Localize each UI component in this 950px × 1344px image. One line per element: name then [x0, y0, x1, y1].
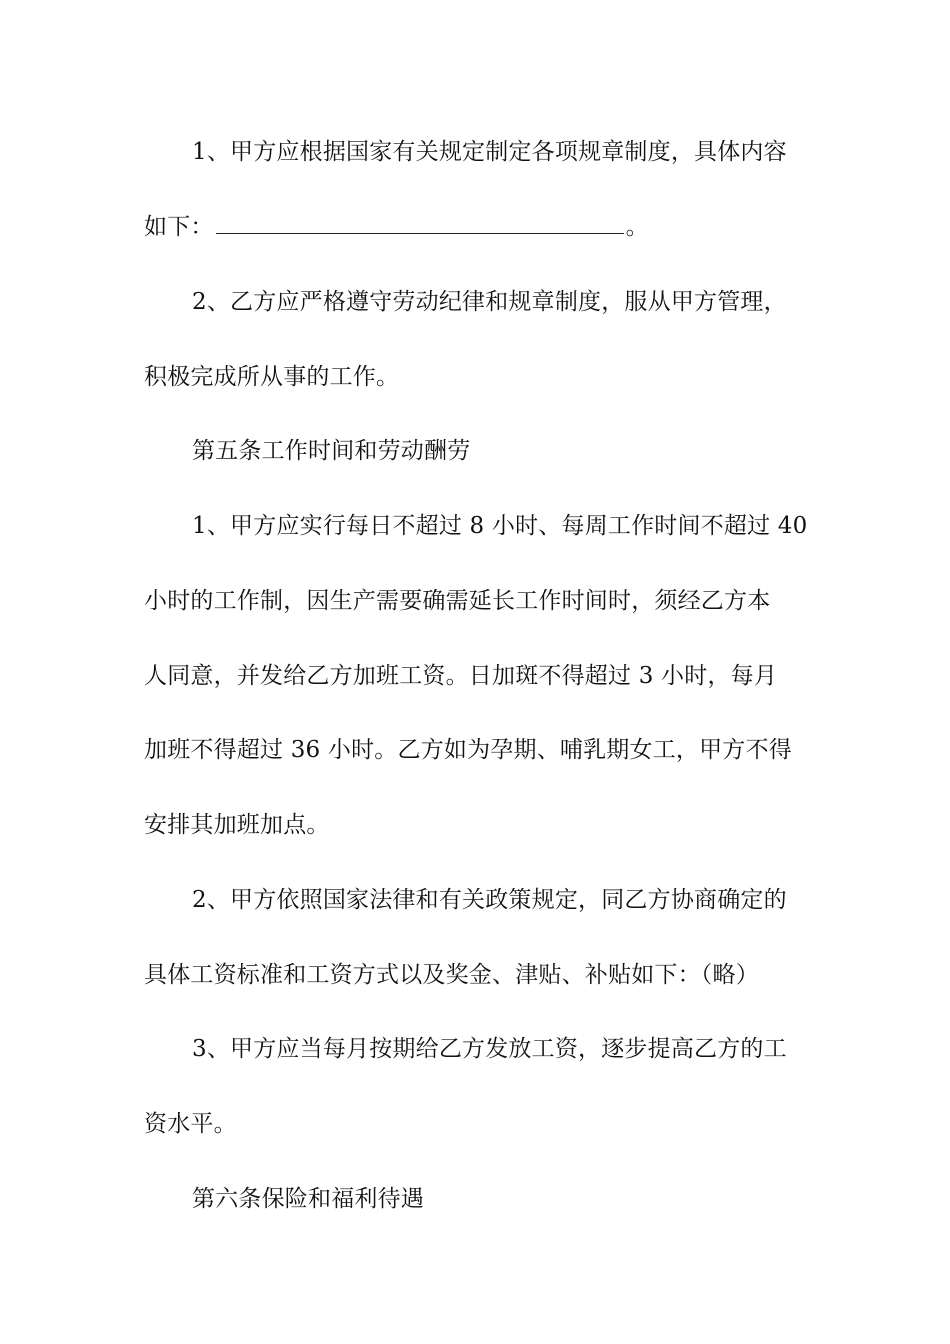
paragraph-line-with-blank — [144, 211, 824, 243]
paragraph-line: 小时的工作制，因生产需要确需延长工作时间时，须经乙方本 — [144, 588, 771, 614]
paragraph-line: 积极完成所从事的工作。 — [144, 364, 400, 390]
paragraph-line: 2、乙方应严格遵守劳动纪律和规章制度，服从甲方管理， — [192, 289, 787, 315]
paragraph-line: 资水平。 — [144, 1111, 237, 1137]
fill-in-blank — [216, 211, 624, 234]
blank-terminator: 。 — [625, 214, 649, 240]
paragraph-line: 1、甲方应实行每日不超过 8 小时、每周工作时间不超过 40 — [192, 513, 808, 539]
paragraph-line: 人同意，并发给乙方加班工资。日加斑不得超过 3 小时，每月 — [144, 663, 778, 689]
paragraph-line: 1、甲方应根据国家有关规定制定各项规章制度，具体内容 — [192, 139, 787, 165]
paragraph-line: 3、甲方应当每月按期给乙方发放工资，逐步提高乙方的工 — [192, 1036, 787, 1062]
paragraph-line: 2、甲方依照国家法律和有关政策规定，同乙方协商确定的 — [192, 887, 787, 913]
section-heading: 第五条工作时间和劳动酬劳 — [192, 438, 471, 464]
paragraph-line: 具体工资标准和工资方式以及奖金、津贴、补贴如下：（略） — [144, 962, 759, 988]
paragraph-line: 安排其加班加点。 — [144, 812, 330, 838]
paragraph-line: 加班不得超过 36 小时。乙方如为孕期、哺乳期女工，甲方不得 — [144, 737, 792, 763]
section-heading: 第六条保险和福利待遇 — [192, 1186, 424, 1212]
blank-label: 如下： — [144, 214, 214, 240]
